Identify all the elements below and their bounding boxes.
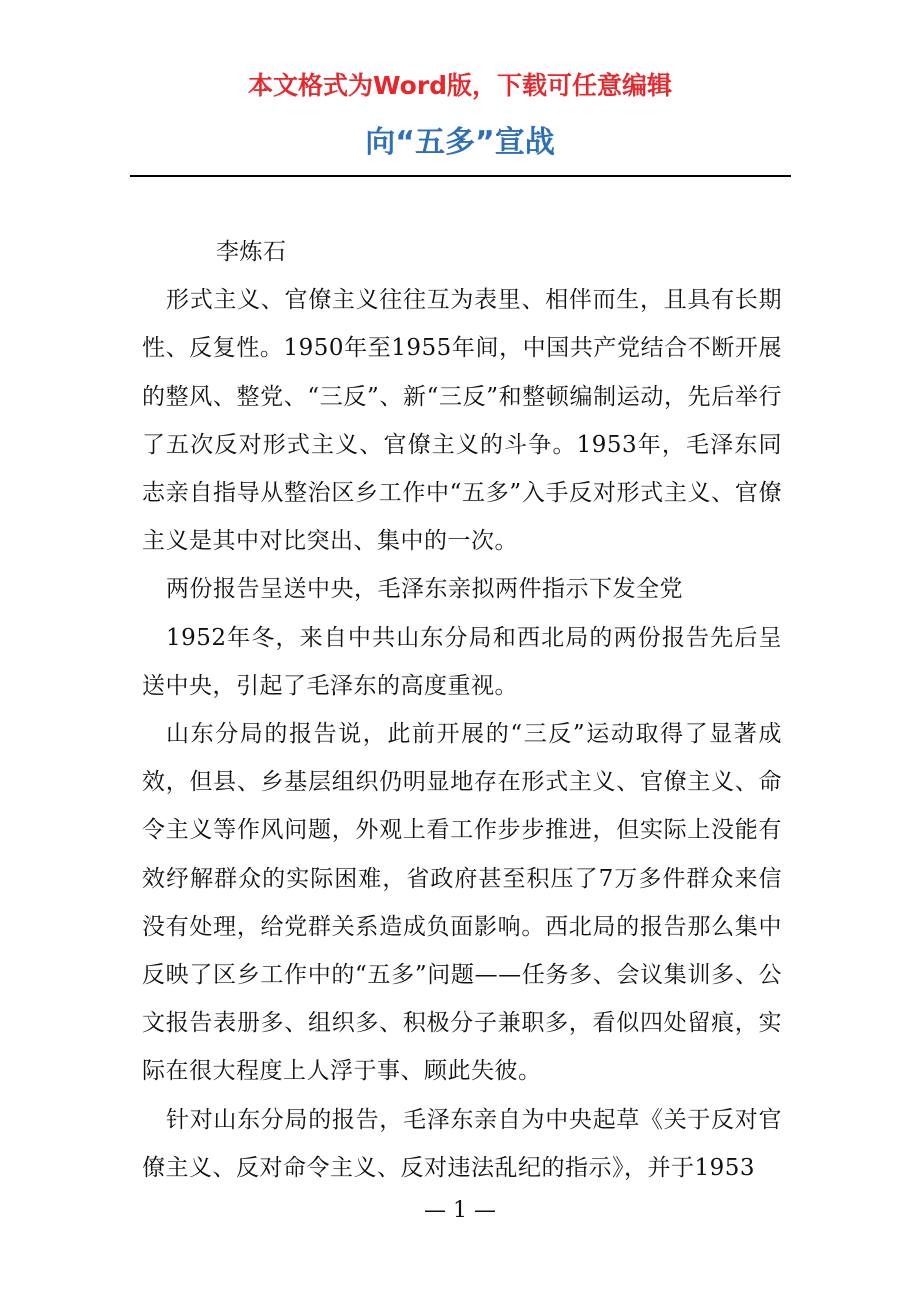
paragraph-directive: 针对山东分局的报告，毛泽东亲自为中央起草《关于反对官僚主义、反对命令主义、反对违法乱纪的指示》，并于1953	[142, 1106, 782, 1181]
paragraph-intro: 形式主义、官僚主义往往互为表里、相伴而生，且具有长期性、反复性。1950年至1955年间，中国共产党结合不断开展的整风、整党、“三反”、新“三反”和整顿编制运动，先后举行了五次反对形式主义、官僚主义的斗争。1953年，毛泽东同志亲自指导从整治区乡工作中“五多”入手反对形式主义、官僚主义是其中对比突出、集中的一次。	[142, 287, 782, 555]
download-banner: 本文格式为Word版，下载可任意编辑	[247, 71, 673, 100]
page-number: — 1 —	[424, 1198, 496, 1223]
article-title: 向“五多”宣战	[365, 125, 555, 160]
paragraph-shandong: 山东分局的报告说，此前开展的“三反”运动取得了显著成效，但县、乡基层组织仍明显地存在形式主义、官僚主义、命令主义等作风问题，外观上看工作步步推进，但实际上没能有效纾解群众的实际困难，省政府甚至积压了7万多件群众来信没有处理，给党群关系造成负面影响。西北局的报告那么集中反映了区乡工作中的“五多”问题——任务多、会议集训多、公文报告表册多、组织多、积极分子兼职多，看似四处留痕，实际在很大程度上人浮于事、顾此失彼。	[142, 721, 782, 1085]
title-divider	[130, 175, 791, 177]
author-name: 李炼石	[216, 239, 287, 265]
paragraph-reports: 1952年冬，来自中共山东分局和西北局的两份报告先后呈送中央，引起了毛泽东的高度重视。	[142, 624, 782, 699]
section-heading: 两份报告呈送中央，毛泽东亲拟两件指示下发全党	[166, 576, 683, 603]
article-body	[142, 228, 782, 1192]
